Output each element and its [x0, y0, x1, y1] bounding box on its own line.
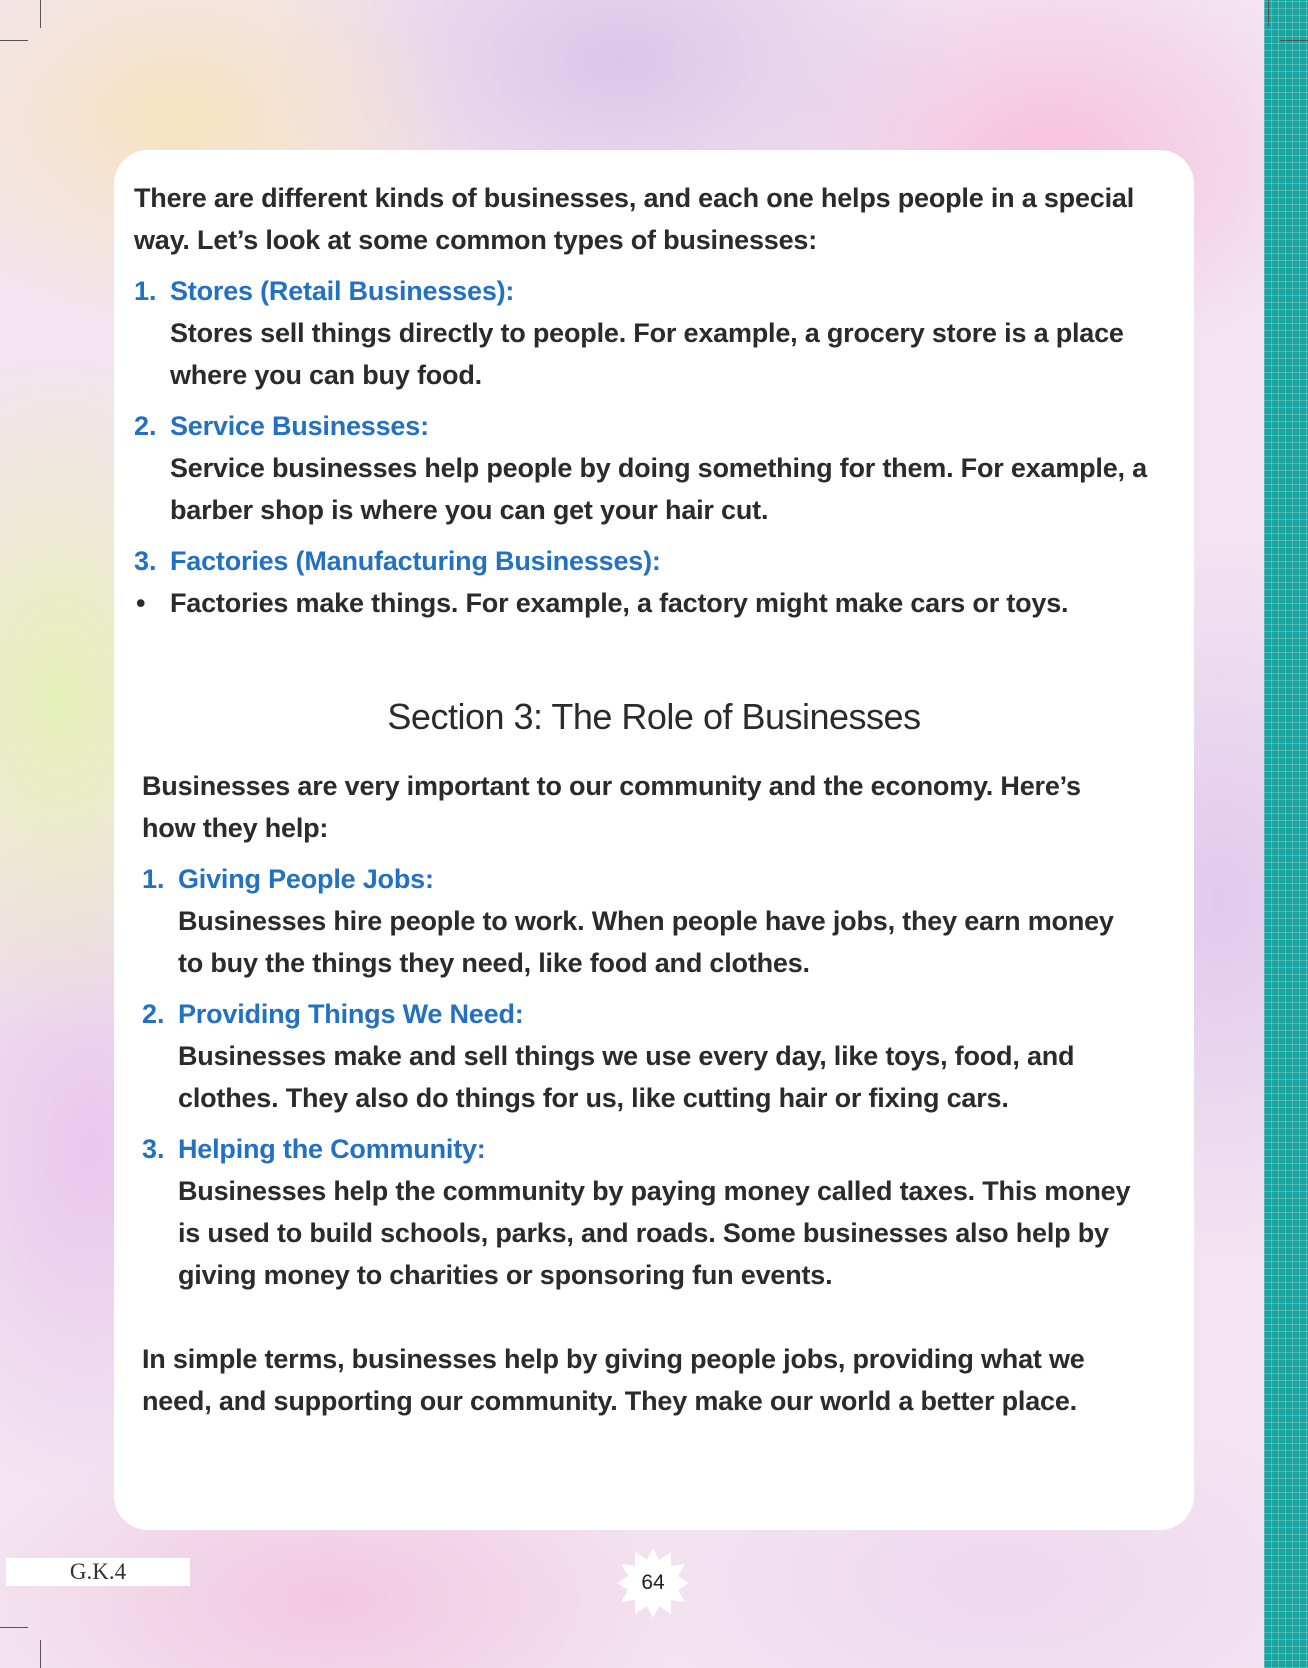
- book-label: G.K.4: [6, 1558, 190, 1586]
- role-2-line-1: Businesses make and sell things we use every day, like toys, food, and: [178, 1041, 1075, 1071]
- type-3-heading: Factories (Manufacturing Businesses):: [170, 546, 661, 576]
- role-1-line-1: Businesses hire people to work. When people have jobs, they earn money: [178, 906, 1114, 936]
- section-intro-line-2: how they help:: [142, 813, 329, 843]
- page-number: 64: [641, 1571, 665, 1594]
- role-2-line-2: clothes. They also do things for us, like cutting hair or fixing cars.: [178, 1083, 1009, 1113]
- type-3-line-1: Factories make things. For example, a factory might make cars or toys.: [170, 588, 1069, 618]
- role-2-number: 2.: [142, 999, 165, 1029]
- crop-mark: [40, 1640, 41, 1668]
- type-3-number: 3.: [134, 546, 157, 576]
- role-1-heading: Giving People Jobs:: [178, 864, 434, 894]
- conclusion-line-2: need, and supporting our community. They make our world a better place.: [142, 1386, 1077, 1416]
- role-1-line-2: to buy the things they need, like food and clothes.: [178, 948, 810, 978]
- conclusion-line-1: In simple terms, businesses help by giving people jobs, providing what we: [142, 1344, 1085, 1374]
- type-2-line-2: barber shop is where you can get your hair cut.: [170, 495, 769, 525]
- role-3-heading: Helping the Community:: [178, 1134, 486, 1164]
- type-1-heading: Stores (Retail Businesses):: [170, 276, 515, 306]
- intro-line-2: way. Let’s look at some common types of businesses:: [134, 225, 817, 255]
- intro-line-1: There are different kinds of businesses, and each one helps people in a special: [134, 183, 1135, 213]
- type-1-number: 1.: [134, 276, 157, 306]
- role-3-line-2: is used to build schools, parks, and roads. Some businesses also help by: [178, 1218, 1109, 1248]
- crop-mark: [1268, 0, 1269, 26]
- type-1-line-2: where you can buy food.: [170, 360, 482, 390]
- section-intro-line-1: Businesses are very important to our community and the economy. Here’s: [142, 771, 1081, 801]
- type-2-line-1: Service businesses help people by doing something for them. For example, a: [170, 453, 1147, 483]
- role-3-line-1: Businesses help the community by paying money called taxes. This money: [178, 1176, 1131, 1206]
- role-3-line-3: giving money to charities or sponsoring fun events.: [178, 1260, 833, 1290]
- crop-mark: [1280, 40, 1308, 41]
- type-1-line-1: Stores sell things directly to people. For example, a grocery store is a place: [170, 318, 1124, 348]
- role-1-number: 1.: [142, 864, 165, 894]
- role-2-heading: Providing Things We Need:: [178, 999, 524, 1029]
- section-title: Section 3: The Role of Businesses: [387, 696, 921, 737]
- type-3-bullet: •: [136, 588, 146, 618]
- type-2-number: 2.: [134, 411, 157, 441]
- type-2-heading: Service Businesses:: [170, 411, 429, 441]
- crop-mark: [0, 1627, 28, 1628]
- crop-mark: [0, 40, 28, 41]
- role-3-number: 3.: [142, 1134, 165, 1164]
- teal-grid-strip: [1264, 0, 1308, 1668]
- crop-mark: [40, 0, 41, 28]
